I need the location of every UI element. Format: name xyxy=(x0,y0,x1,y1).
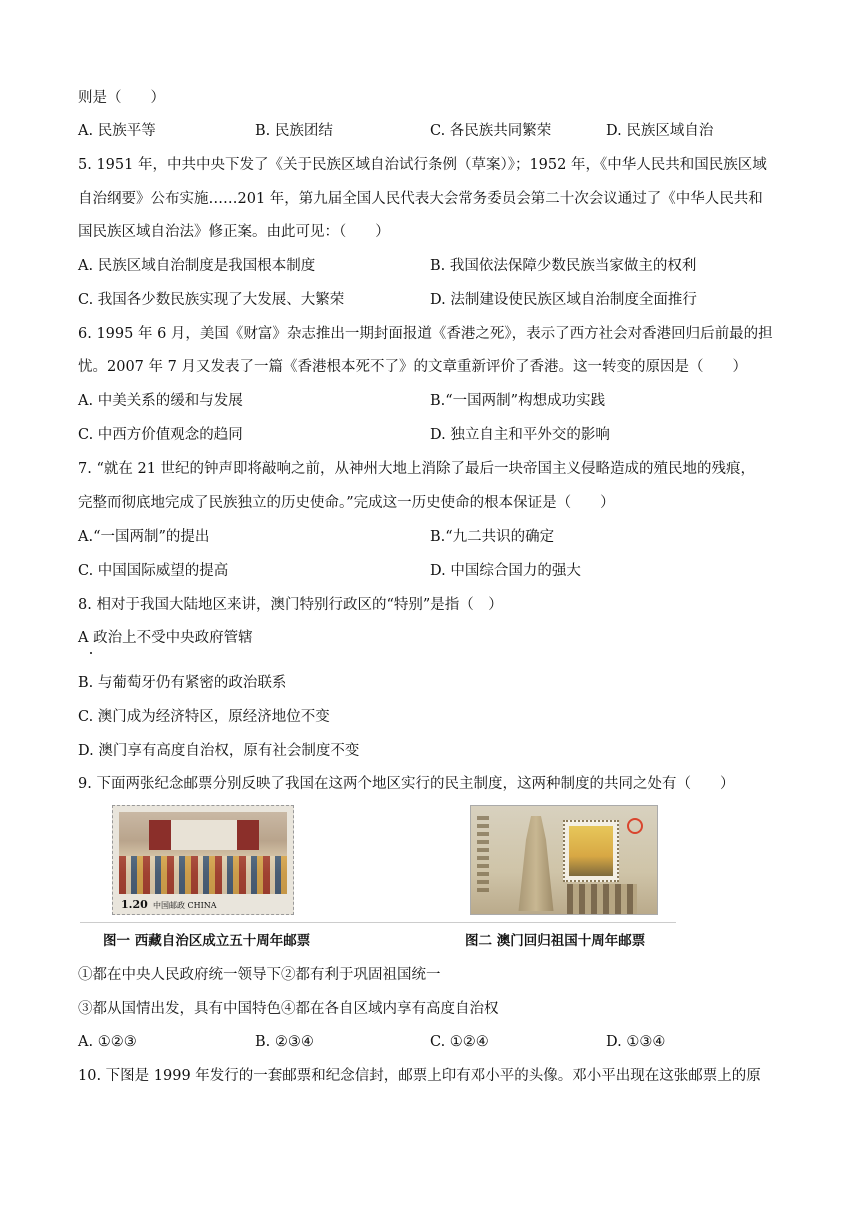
figure2-caption: 图二 澳门回归祖国十周年邮票 xyxy=(465,933,646,949)
q7-stem-line1: 7. “就在 21 世纪的钟声即将敲响之前，从神州大地上消除了最后一块帝国主义侵略造成的殖民地的残痕， xyxy=(78,461,756,477)
q4-option-b: B. 民族团结 xyxy=(255,123,333,139)
q6-option-c: C. 中西方价值观念的趋同 xyxy=(78,427,243,443)
q4-option-a: A. 民族平等 xyxy=(78,123,156,139)
q6-stem-line2: 忧。2007 年 7 月又发表了一篇《香港根本死不了》的文章重新评价了香港。这一转变的原因是（ ） xyxy=(78,359,747,375)
q5-option-b: B. 我国依法保障少数民族当家做主的权利 xyxy=(430,258,697,274)
stamp-value: 1.20 xyxy=(121,898,148,911)
q6-option-d: D. 独立自主和平外交的影响 xyxy=(430,427,610,443)
q4-option-d: D. 民族区域自治 xyxy=(606,123,714,139)
q8-option-a: A 政治上不受中央政府管辖 xyxy=(78,630,253,646)
caption-divider xyxy=(80,922,676,923)
tibet-stamp-artwork xyxy=(119,812,287,894)
q9-statement-line1: ①都在中央人民政府统一领导下②都有利于巩固祖国统一 xyxy=(78,967,441,983)
q5-option-c: C. 我国各少数民族实现了大发展、大繁荣 xyxy=(78,292,345,308)
q5-option-d: D. 法制建设使民族区域自治制度全面推行 xyxy=(430,292,697,308)
ruins-shape xyxy=(567,884,637,914)
figure1-caption: 图一 西藏自治区成立五十周年邮票 xyxy=(103,933,311,949)
q9-option-c: C. ①②④ xyxy=(430,1034,489,1050)
tibet-stamp-image xyxy=(112,805,294,915)
q8-option-b: B. 与葡萄牙仍有紧密的政治联系 xyxy=(78,675,287,691)
q5-stem-line3: 国民族区域自治法》修正案。由此可见：（ ） xyxy=(78,224,390,240)
q7-option-d: D. 中国综合国力的强大 xyxy=(430,563,581,579)
q4-stem-end: 则是（ ） xyxy=(78,90,165,106)
q5-stem-line2: 自治纲要》公布实施……201 年，第九届全国人民代表大会常务委员会第二十次会议通过了《中华人民共和 xyxy=(78,191,763,207)
inset-stamp-artwork xyxy=(569,826,613,876)
macau-stamp-image xyxy=(470,805,658,915)
stamp-brand: 中国邮政 CHINA xyxy=(153,901,217,910)
q8-option-c: C. 澳门成为经济特区，原经济地位不变 xyxy=(78,709,330,725)
q5-stem-line1: 5. 1951 年，中共中央下发了《关于民族区域自治试行条例（草案）》；1952 年，《中华人民共和国民族区域 xyxy=(78,157,767,173)
crowd-shape xyxy=(119,856,287,894)
q9-statement-line2: ③都从国情出发，具有中国特色④都在各自区域内享有高度自治权 xyxy=(78,1001,499,1017)
q9-option-b: B. ②③④ xyxy=(255,1034,314,1050)
q8-stem: 8. 相对于我国大陆地区来讲，澳门特别行政区的“特别”是指（ ） xyxy=(78,597,503,613)
q6-option-b: B.“一国两制”构想成功实践 xyxy=(430,393,606,409)
q10-stem: 10. 下图是 1999 年发行的一套邮票和纪念信封，邮票上印有邓小平的头像。邓小平出现在这张邮票上的原 xyxy=(78,1068,761,1084)
q9-option-d: D. ①③④ xyxy=(606,1034,666,1050)
potala-palace-shape xyxy=(149,820,259,850)
q6-stem-line1: 6. 1995 年 6 月，美国《财富》杂志推出一期封面报道《香港之死》，表示了西方社会对香港回归后前最的担 xyxy=(78,326,773,342)
q7-option-b: B.“九二共识的确定 xyxy=(430,529,555,545)
anniversary-seal-icon xyxy=(627,818,643,834)
vertical-text-decoration xyxy=(477,816,489,896)
q7-option-c: C. 中国国际威望的提高 xyxy=(78,563,229,579)
q4-option-c: C. 各民族共同繁荣 xyxy=(430,123,552,139)
q7-option-a: A.“一国两制”的提出 xyxy=(78,529,210,545)
q8-option-d: D. 澳门享有高度自治权，原有社会制度不变 xyxy=(78,743,360,759)
q5-option-a: A. 民族区域自治制度是我国根本制度 xyxy=(78,258,316,274)
q6-option-a: A. 中美关系的缓和与发展 xyxy=(78,393,243,409)
q9-stem: 9. 下面两张纪念邮票分别反映了我国在这两个地区实行的民主制度，这两种制度的共同之处有（ ） xyxy=(78,776,735,792)
inset-stamp xyxy=(563,820,619,882)
q9-option-a: A. ①②③ xyxy=(78,1034,137,1050)
stray-dot xyxy=(90,652,92,654)
q7-stem-line2: 完整而彻底地完成了民族独立的历史使命。”完成这一历史使命的根本保证是（ ） xyxy=(78,495,615,511)
